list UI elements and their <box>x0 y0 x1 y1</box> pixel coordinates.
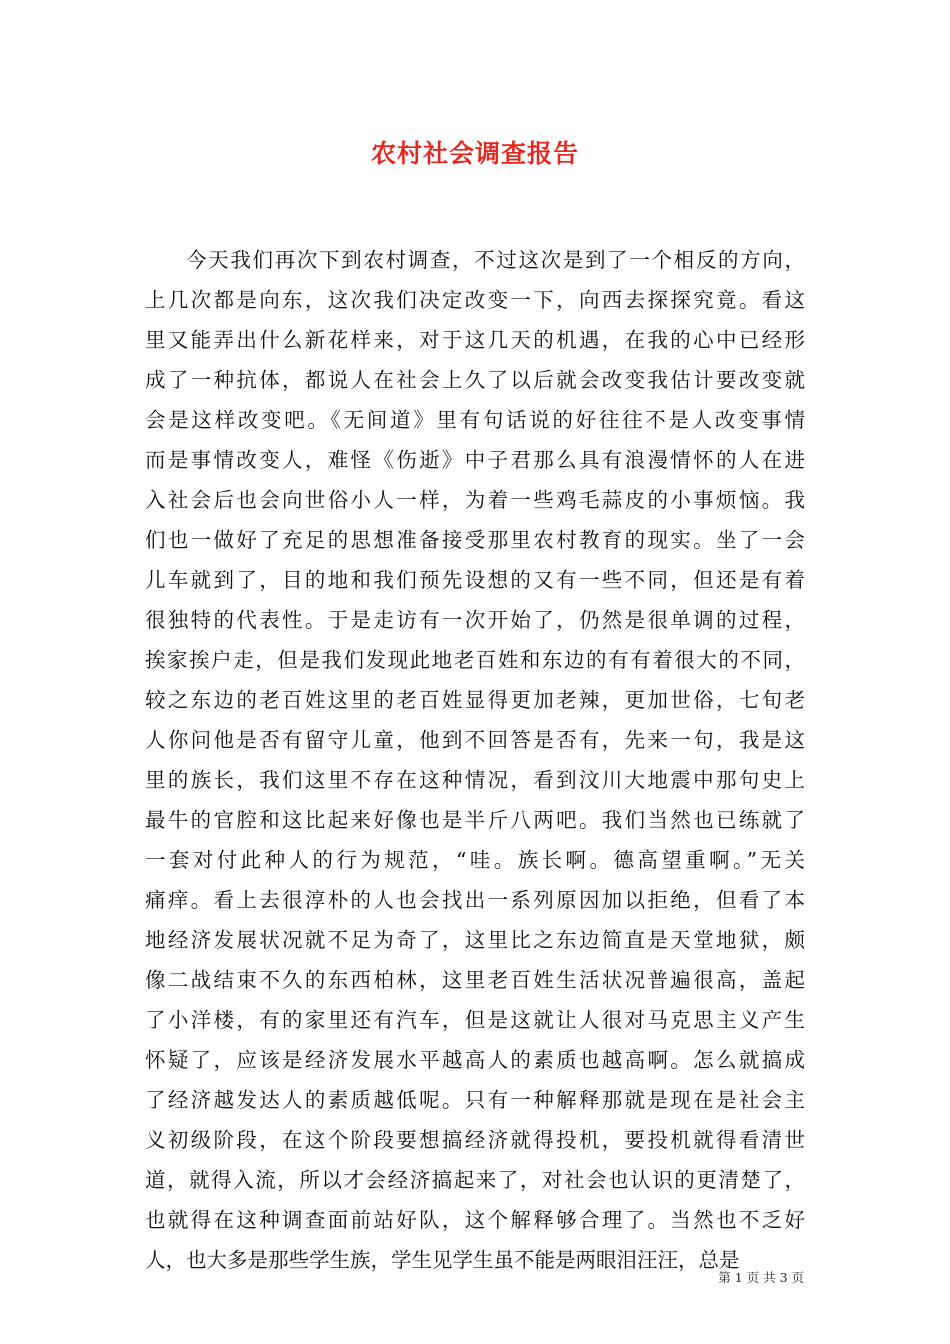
text-line: 们也一做好了充足的思想准备接受那里农村教育的现实。坐了一会 <box>145 528 805 552</box>
text-line: 挨家挨户走，但是我们发现此地老百姓和东边的有有着很大的不同， <box>145 648 805 672</box>
text-line: 今天我们再次下到农村调查，不过这次是到了一个相反的方向， <box>186 248 805 272</box>
text-line: 地经济发展状况就不足为奇了，这里比之东边简直是天堂地狱，颇 <box>145 928 805 952</box>
text-line: 儿车就到了，目的地和我们预先设想的又有一些不同，但还是有着 <box>145 568 805 592</box>
text-line: 里的族长，我们这里不存在这种情况，看到汶川大地震中那句史上 <box>145 768 805 792</box>
text-line: 最牛的官腔和这比起来好像也是半斤八两吧。我们当然也已练就了 <box>145 808 805 832</box>
text-line: 上几次都是向东，这次我们决定改变一下，向西去探探究竟。看这 <box>145 288 805 312</box>
text-line: 人你问他是否有留守儿童，他到不回答是否有，先来一句，我是这 <box>145 728 805 752</box>
text-line: 了经济越发达人的素质越低呢。只有一种解释那就是现在是社会主 <box>145 1088 805 1112</box>
text-line: 很独特的代表性。于是走访有一次开始了，仍然是很单调的过程， <box>145 608 805 632</box>
text-line: 较之东边的老百姓这里的老百姓显得更加老辣，更加世俗，七旬老 <box>145 688 805 712</box>
text-line: 而是事情改变人，难怪《伤逝》中子君那么具有浪漫情怀的人在进 <box>145 448 805 472</box>
page-title: 农村社会调查报告 <box>370 139 579 168</box>
text-line: 痛痒。看上去很淳朴的人也会找出一系列原因加以拒绝，但看了本 <box>145 888 805 912</box>
text-line: 也就得在这种调查面前站好队，这个解释够合理了。当然也不乏好 <box>145 1208 805 1232</box>
body-paragraph <box>145 240 805 1280</box>
text-line: 怀疑了，应该是经济发展水平越高人的素质也越高啊。怎么就搞成 <box>145 1048 805 1072</box>
text-line: 成了一种抗体，都说人在社会上久了以后就会改变我估计要改变就 <box>145 368 805 392</box>
text-line: 入社会后也会向世俗小人一样，为着一些鸡毛蒜皮的小事烦恼。我 <box>145 488 805 512</box>
text-line: 义初级阶段，在这个阶段要想搞经济就得投机，要投机就得看清世 <box>145 1128 805 1152</box>
text-line: 一套对付此种人的行为规范，“哇。族长啊。德高望重啊。”无关 <box>145 848 805 872</box>
text-line: 了小洋楼，有的家里还有汽车，但是这就让人很对马克思主义产生 <box>145 1008 805 1032</box>
text-line: 道，就得入流，所以才会经济搞起来了，对社会也认识的更清楚了， <box>145 1168 805 1192</box>
text-line: 会是这样改变吧。《无间道》里有句话说的好往往不是人改变事情 <box>145 408 805 432</box>
text-line: 人，也大多是那些学生族，学生见学生虽不能是两眼泪汪汪，总是 <box>145 1248 740 1272</box>
text-line: 像二战结束不久的东西柏林，这里老百姓生活状况普遍很高，盖起 <box>145 968 805 992</box>
page-number: 第 1 页 共 3 页 <box>718 1270 804 1285</box>
text-line: 里又能弄出什么新花样来，对于这几天的机遇，在我的心中已经形 <box>145 328 805 352</box>
